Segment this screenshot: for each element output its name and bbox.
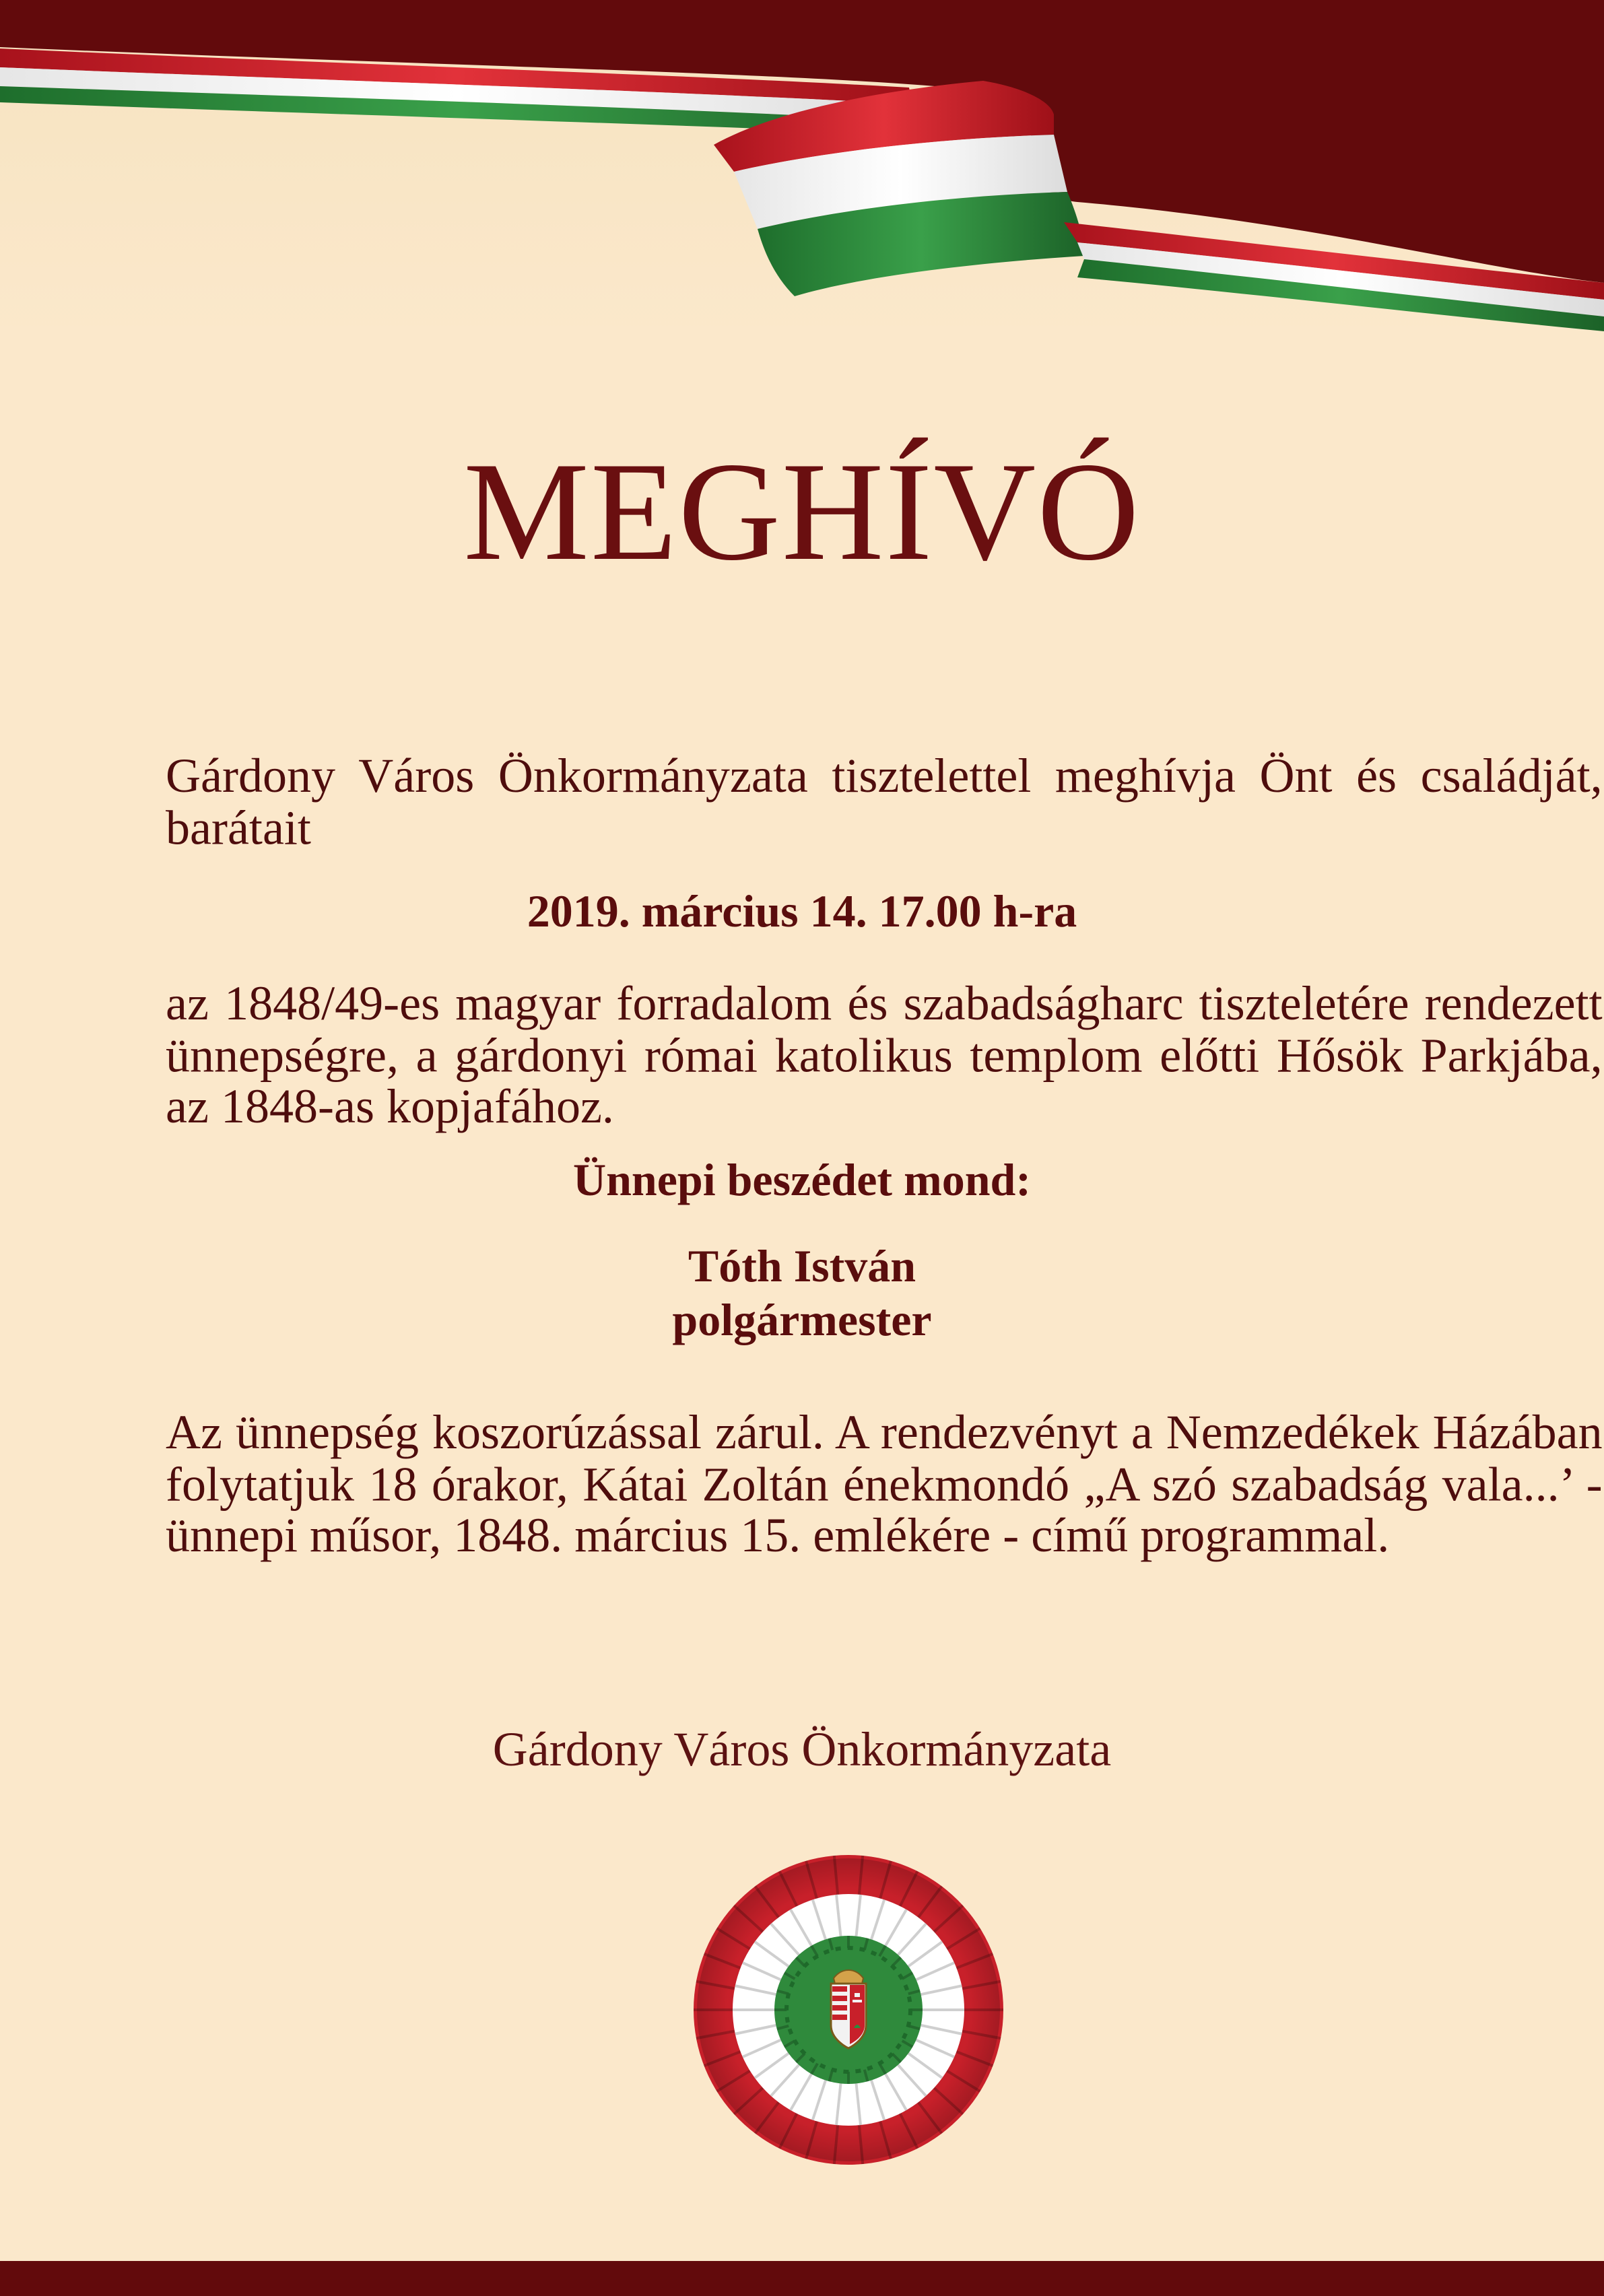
cockade-icon [683, 1855, 1013, 2165]
speech-heading: Ünnepi beszédet mond: [572, 1154, 1032, 1205]
bottom-bar [0, 2261, 1604, 2296]
signature: Gárdony Város Önkormányzata [492, 1722, 1112, 1776]
speaker-name: Tóth István [688, 1240, 916, 1291]
speaker-title: polgármester [672, 1294, 932, 1345]
intro-paragraph: Gárdony Város Önkormányzata tisztelettel meghívja Önt és családját, barátait [166, 749, 1603, 855]
event-description: az 1848/49-es magyar forradalom és szabadságharc tiszteletére rendezett ünnepségre, a gárdonyi római katolikus templom előtti Hősök Parkjába, az 1848-as kopjafához. [166, 976, 1603, 1134]
invitation-title: MEGHÍVÓ [463, 434, 1141, 590]
tricolor-ribbon-banner [0, 0, 1604, 337]
event-date: 2019. március 14. 17.00 h-ra [527, 885, 1077, 937]
closing-paragraph: Az ünnepség koszorúzással zárul. A rendezvényt a Nemzedékek Házában folytatjuk 18 órakor, Kátai Zoltán énekmondó „A szó szabadság vala...’ - ünnepi műsor, 1848. március 15. emlékére - című programmal. [166, 1405, 1603, 1563]
